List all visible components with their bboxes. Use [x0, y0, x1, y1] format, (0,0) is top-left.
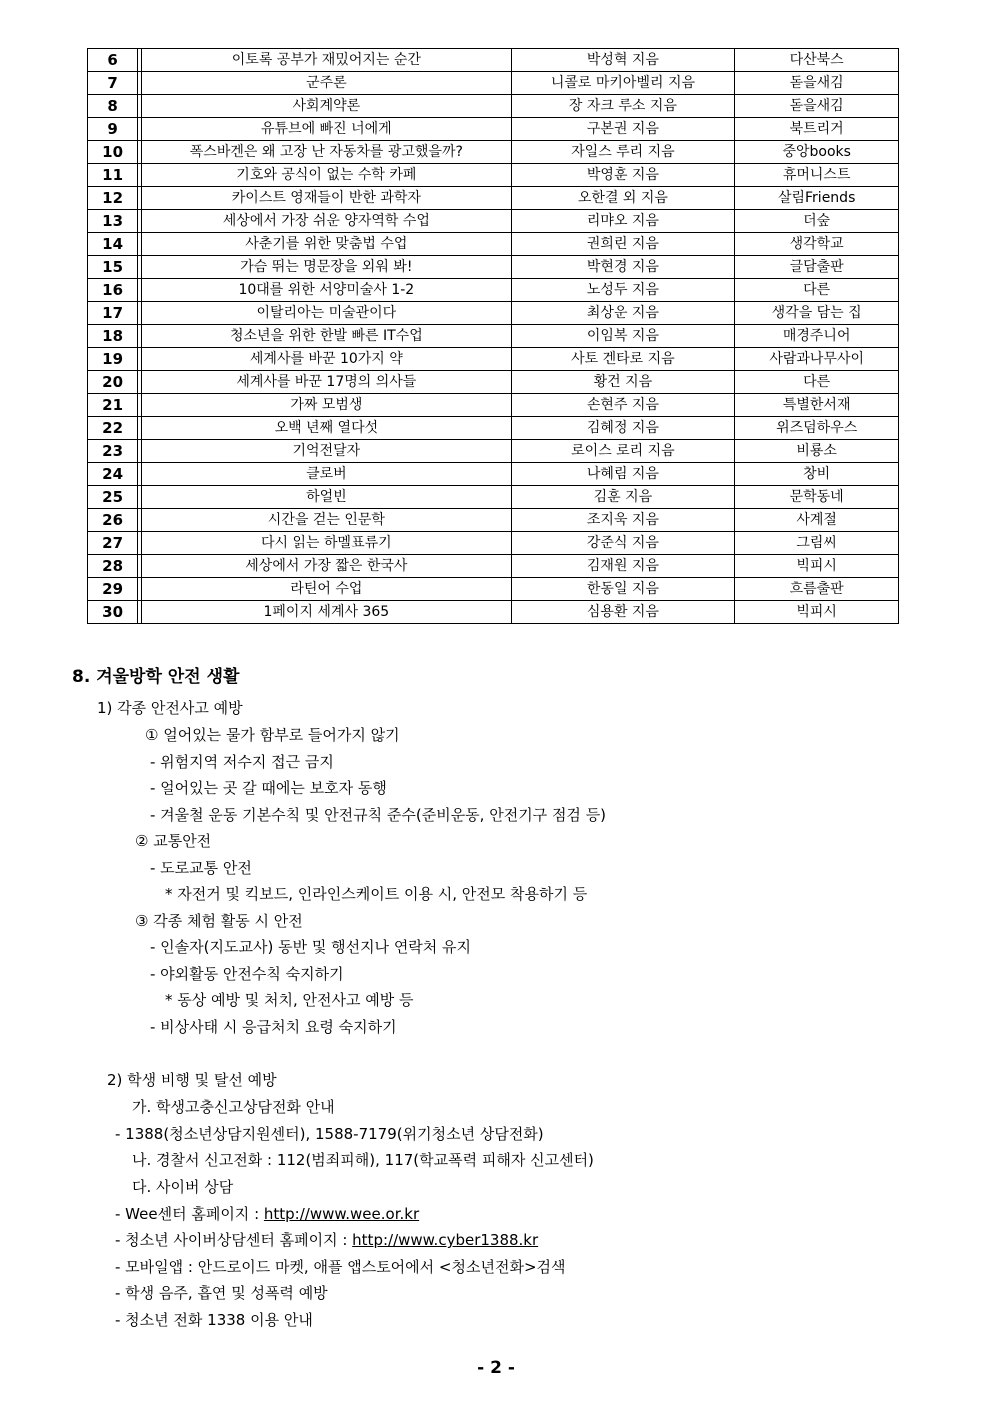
text-line	[115, 1283, 328, 1303]
book-title: 세계사를 바꾼 10가지 약	[142, 348, 511, 371]
book-title: 가슴 뛰는 명문장을 외워 봐!	[142, 256, 511, 279]
line-text: 다. 사이버 상담	[132, 1178, 234, 1196]
text-line	[107, 1070, 277, 1090]
book-title: 기억전달자	[142, 440, 511, 463]
table-row	[88, 463, 899, 486]
book-publisher: 비룡소	[735, 440, 899, 463]
line-text: ③ 각종 체험 활동 시 안전	[135, 912, 303, 930]
table-row	[88, 486, 899, 509]
text-line	[115, 1230, 538, 1250]
book-number: 15	[88, 256, 138, 279]
book-author: 니콜로 마키아벨리 지음	[511, 72, 735, 95]
line-text: - 청소년 전화 1338 이용 안내	[115, 1311, 313, 1329]
table-row	[88, 417, 899, 440]
book-number: 23	[88, 440, 138, 463]
book-number: 25	[88, 486, 138, 509]
book-publisher: 더숲	[735, 210, 899, 233]
book-publisher: 흐름출판	[735, 578, 899, 601]
book-number: 12	[88, 187, 138, 210]
book-title: 10대를 위한 서양미술사 1-2	[142, 279, 511, 302]
book-title: 가짜 모범생	[142, 394, 511, 417]
text-line	[115, 1124, 544, 1144]
line-text: ① 얼어있는 물가 함부로 들어가지 않기	[145, 726, 400, 744]
book-number: 22	[88, 417, 138, 440]
book-title: 이토록 공부가 재밌어지는 순간	[142, 49, 511, 72]
line-text: 1) 각종 안전사고 예방	[97, 699, 243, 717]
book-publisher: 위즈덤하우스	[735, 417, 899, 440]
line-text: - 1388(청소년상담지원센터), 1588-7179(위기청소년 상담전화)	[115, 1125, 544, 1143]
text-line	[135, 911, 303, 931]
book-title: 유튜브에 빠진 너에게	[142, 118, 511, 141]
book-publisher: 특별한서재	[735, 394, 899, 417]
table-row	[88, 279, 899, 302]
book-publisher: 사계절	[735, 509, 899, 532]
line-text: ② 교통안전	[135, 832, 212, 850]
text-line	[150, 805, 606, 825]
website-link[interactable]: http://www.cyber1388.kr	[352, 1231, 539, 1249]
book-author: 조지욱 지음	[511, 509, 735, 532]
text-line	[132, 1177, 233, 1197]
book-author: 사토 겐타로 지음	[511, 348, 735, 371]
text-line	[165, 990, 414, 1010]
book-publisher: 중앙books	[735, 141, 899, 164]
book-author: 박영훈 지음	[511, 164, 735, 187]
book-number: 30	[88, 601, 138, 624]
book-number: 28	[88, 555, 138, 578]
book-publisher: 빅피시	[735, 555, 899, 578]
book-author: 김혜정 지음	[511, 417, 735, 440]
table-row	[88, 95, 899, 118]
book-number: 8	[88, 95, 138, 118]
book-author: 황건 지음	[511, 371, 735, 394]
book-title: 오백 년째 열다섯	[142, 417, 511, 440]
book-publisher: 다른	[735, 371, 899, 394]
table-row	[88, 532, 899, 555]
table-row	[88, 49, 899, 72]
line-text: - 겨울철 운동 기본수칙 및 안전규칙 준수(준비운동, 안전기구 점검 등)	[150, 806, 607, 824]
book-title: 하얼빈	[142, 486, 511, 509]
text-line	[150, 778, 387, 798]
book-publisher: 글담출판	[735, 256, 899, 279]
line-text: - Wee센터 홈페이지 :	[115, 1205, 264, 1223]
table-row	[88, 555, 899, 578]
book-title: 군주론	[142, 72, 511, 95]
table-row	[88, 578, 899, 601]
book-title: 라틴어 수업	[142, 578, 511, 601]
book-author: 최상운 지음	[511, 302, 735, 325]
book-number: 9	[88, 118, 138, 141]
book-publisher: 다른	[735, 279, 899, 302]
text-line	[135, 831, 211, 851]
book-title: 세상에서 가장 쉬운 양자역학 수업	[142, 210, 511, 233]
book-author: 로이스 로리 지음	[511, 440, 735, 463]
book-publisher: 북트리거	[735, 118, 899, 141]
book-publisher: 빅피시	[735, 601, 899, 624]
book-publisher: 돋을새김	[735, 72, 899, 95]
book-author: 장 자크 루소 지음	[511, 95, 735, 118]
text-line	[115, 1310, 313, 1330]
text-line	[115, 1257, 566, 1277]
book-title: 다시 읽는 하멜표류기	[142, 532, 511, 555]
book-list-table	[87, 48, 899, 624]
book-author: 김훈 지음	[511, 486, 735, 509]
text-line	[145, 725, 400, 745]
book-number: 29	[88, 578, 138, 601]
table-row	[88, 325, 899, 348]
table-row	[88, 187, 899, 210]
book-title: 시간을 걷는 인문학	[142, 509, 511, 532]
line-text: 나. 경찰서 신고전화 : 112(범죄피해), 117(학교폭력 피해자 신고센터)	[132, 1151, 594, 1169]
line-text: - 얼어있는 곳 갈 때에는 보호자 동행	[150, 779, 387, 797]
book-publisher: 사람과나무사이	[735, 348, 899, 371]
line-text: * 동상 예방 및 처치, 안전사고 예방 등	[165, 991, 414, 1009]
text-line	[150, 752, 334, 772]
table-row	[88, 394, 899, 417]
book-title: 클로버	[142, 463, 511, 486]
book-title: 폭스바겐은 왜 고장 난 자동차를 광고했을까?	[142, 141, 511, 164]
table-row	[88, 440, 899, 463]
book-number: 13	[88, 210, 138, 233]
book-author: 박현경 지음	[511, 256, 735, 279]
line-text: * 자전거 및 킥보드, 인라인스케이트 이용 시, 안전모 착용하기 등	[165, 885, 588, 903]
book-publisher: 매경주니어	[735, 325, 899, 348]
book-title: 청소년을 위한 한발 빠른 IT수업	[142, 325, 511, 348]
book-publisher: 생각을 담는 집	[735, 302, 899, 325]
book-publisher: 살림Friends	[735, 187, 899, 210]
book-author: 심용환 지음	[511, 601, 735, 624]
book-author: 손현주 지음	[511, 394, 735, 417]
text-line	[165, 884, 587, 904]
book-number: 14	[88, 233, 138, 256]
table-row	[88, 371, 899, 394]
book-author: 강준식 지음	[511, 532, 735, 555]
book-author: 권희린 지음	[511, 233, 735, 256]
book-title: 사춘기를 위한 맞춤법 수업	[142, 233, 511, 256]
table-row	[88, 210, 899, 233]
book-author: 김재원 지음	[511, 555, 735, 578]
text-line	[150, 937, 471, 957]
line-text: - 청소년 사이버상담센터 홈페이지 :	[115, 1231, 353, 1249]
book-author: 한동일 지음	[511, 578, 735, 601]
table-row	[88, 72, 899, 95]
text-line	[150, 858, 252, 878]
book-publisher: 그림씨	[735, 532, 899, 555]
table-row	[88, 601, 899, 624]
book-number: 6	[88, 49, 138, 72]
book-title: 사회계약론	[142, 95, 511, 118]
book-title: 기호와 공식이 없는 수학 카페	[142, 164, 511, 187]
book-title: 1페이지 세계사 365	[142, 601, 511, 624]
table-row	[88, 118, 899, 141]
book-number: 7	[88, 72, 138, 95]
table-row	[88, 141, 899, 164]
book-number: 24	[88, 463, 138, 486]
book-number: 10	[88, 141, 138, 164]
book-publisher: 창비	[735, 463, 899, 486]
book-author: 노성두 지음	[511, 279, 735, 302]
book-publisher: 돋을새김	[735, 95, 899, 118]
text-line	[150, 964, 344, 984]
book-author: 이임복 지음	[511, 325, 735, 348]
page-number: - 2 -	[477, 1358, 515, 1378]
book-author: 자일스 루리 지음	[511, 141, 735, 164]
text-line	[132, 1097, 335, 1117]
table-row	[88, 509, 899, 532]
line-text: - 학생 음주, 흡연 및 성폭력 예방	[115, 1284, 328, 1302]
text-line	[115, 1204, 419, 1224]
line-text: - 모바일앱 : 안드로이드 마켓, 애플 앱스토어에서 <청소년전화>검색	[115, 1258, 566, 1276]
line-text: 2) 학생 비행 및 탈선 예방	[107, 1071, 277, 1089]
book-number: 16	[88, 279, 138, 302]
book-publisher: 생각학교	[735, 233, 899, 256]
text-line	[132, 1150, 594, 1170]
book-number: 11	[88, 164, 138, 187]
book-author: 나혜림 지음	[511, 463, 735, 486]
table-row	[88, 348, 899, 371]
line-text: - 도로교통 안전	[150, 859, 252, 877]
line-text: - 위험지역 저수지 접근 금지	[150, 753, 334, 771]
book-number: 18	[88, 325, 138, 348]
book-number: 17	[88, 302, 138, 325]
line-text: - 비상사태 시 응급처치 요령 숙지하기	[150, 1018, 397, 1036]
line-text: - 야외활동 안전수칙 숙지하기	[150, 965, 344, 983]
section-title: 8. 겨울방학 안전 생활	[72, 667, 240, 687]
book-title: 세계사를 바꾼 17명의 의사들	[142, 371, 511, 394]
book-author: 오한결 외 지음	[511, 187, 735, 210]
text-line	[150, 1017, 397, 1037]
book-author: 리먀오 지음	[511, 210, 735, 233]
book-title: 세상에서 가장 짧은 한국사	[142, 555, 511, 578]
book-number: 21	[88, 394, 138, 417]
book-title: 카이스트 영재들이 반한 과학자	[142, 187, 511, 210]
book-title: 이탈리아는 미술관이다	[142, 302, 511, 325]
book-number: 27	[88, 532, 138, 555]
table-row	[88, 164, 899, 187]
table-row	[88, 302, 899, 325]
line-text: - 인솔자(지도교사) 동반 및 행선지나 연락처 유지	[150, 938, 472, 956]
book-number: 26	[88, 509, 138, 532]
table-row	[88, 256, 899, 279]
website-link[interactable]: http://www.wee.or.kr	[263, 1205, 420, 1223]
book-publisher: 문학동네	[735, 486, 899, 509]
book-number: 19	[88, 348, 138, 371]
book-author: 구본권 지음	[511, 118, 735, 141]
line-text: 가. 학생고충신고상담전화 안내	[132, 1098, 335, 1116]
table-row	[88, 233, 899, 256]
book-publisher: 휴머니스트	[735, 164, 899, 187]
book-author: 박성혁 지음	[511, 49, 735, 72]
book-publisher: 다산북스	[735, 49, 899, 72]
text-line	[97, 698, 243, 718]
book-number: 20	[88, 371, 138, 394]
